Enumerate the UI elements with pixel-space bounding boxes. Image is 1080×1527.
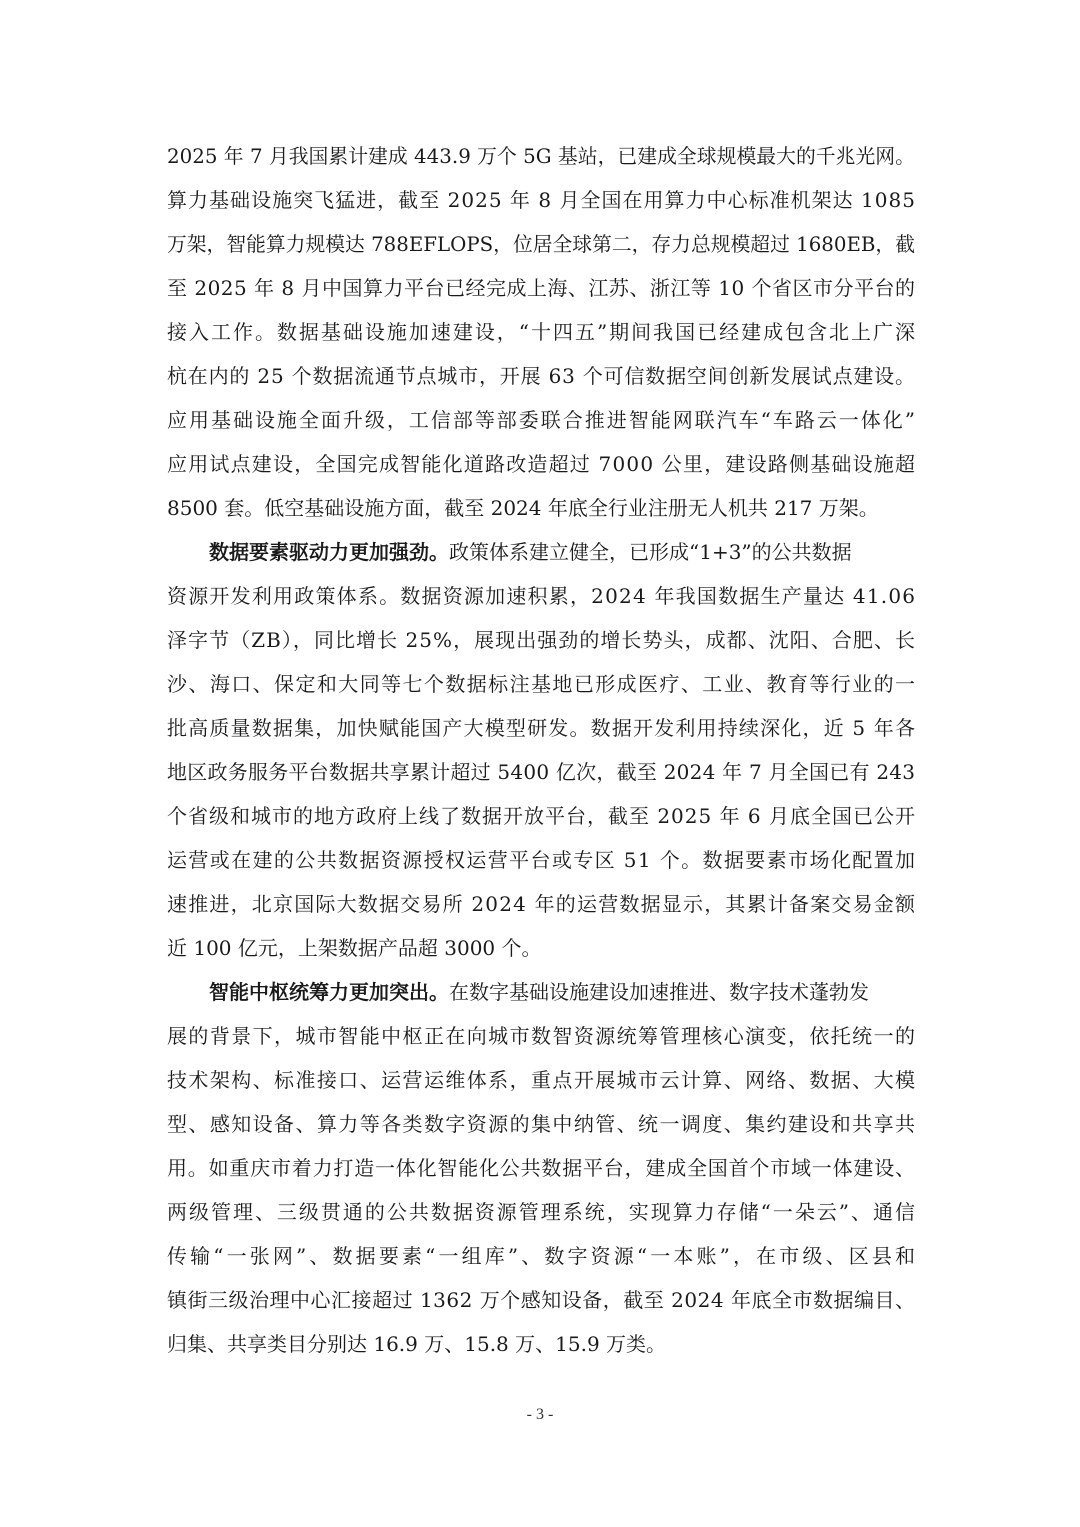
paragraph-heading: 数据要素驱动力更加强劲。 <box>209 540 449 564</box>
text-line: 资源开发利用政策体系。数据资源加速积累，2024 年我国数据生产量达 41.06 <box>167 584 917 608</box>
text-line: 近 100 亿元，上架数据产品超 3000 个。 <box>167 936 542 960</box>
text-line: 批高质量数据集，加快赋能国产大模型研发。数据开发利用持续深化，近 5 年各 <box>167 716 917 740</box>
text-line: 杭在内的 25 个数据流通节点城市，开展 63 个可信数据空间创新发展试点建设。 <box>167 364 916 388</box>
text-line: 镇街三级治理中心汇接超过 1362 万个感知设备，截至 2024 年底全市数据编目、 <box>167 1288 916 1312</box>
page-number: - 3 - <box>526 1406 554 1423</box>
text-line: 技术架构、标准接口、运营运维体系，重点开展城市云计算、网络、数据、大模 <box>167 1068 917 1092</box>
text-line: 个省级和城市的地方政府上线了数据开放平台，截至 2025 年 6 月底全国已公开 <box>167 804 916 828</box>
text-line: 速推进，北京国际大数据交易所 2024 年的运营数据显示，其累计备案交易金额 <box>167 892 917 916</box>
text-line: 2025 年 7 月我国累计建成 443.9 万个 5G 基站，已建成全球规模最大的千兆光网。 <box>167 144 915 168</box>
text-line: 型、感知设备、算力等各类数字资源的集中纳管、统一调度、集约建设和共享共 <box>167 1112 917 1136</box>
paragraph-heading: 智能中枢统筹力更加突出。 <box>209 980 449 1004</box>
text-line: 算力基础设施突飞猛进，截至 2025 年 8 月全国在用算力中心标准机架达 1085 <box>167 188 917 212</box>
paragraph-first-line: 智能中枢统筹力更加突出。 在数字基础设施建设加速推进、数字技术蓬勃发 <box>167 970 915 1014</box>
text-line: 接入工作。数据基础设施加速建设，“十四五”期间我国已经建成包含北上广深 <box>167 320 917 344</box>
text-line: 应用基础设施全面升级，工信部等部委联合推进智能网联汽车“车路云一体化” <box>167 408 917 432</box>
text-line: 应用试点建设，全国完成智能化道路改造超过 7000 公里，建设路侧基础设施超 <box>167 452 917 476</box>
text-line: 展的背景下，城市智能中枢正在向城市数智资源统筹管理核心演变，依托统一的 <box>167 1024 917 1048</box>
text-line: 沙、海口、保定和大同等七个数据标注基地已形成医疗、工业、教育等行业的一 <box>167 672 917 696</box>
text-line: 地区政务服务平台数据共享累计超过 5400 亿次，截至 2024 年 7 月全国已有 243 <box>167 760 916 784</box>
text-line: 用。如重庆市着力打造一体化智能化公共数据平台，建成全国首个市域一体建设、 <box>167 1156 916 1180</box>
text-line: 至 2025 年 8 月中国算力平台已经完成上海、江苏、浙江等 10 个省区市分平台的 <box>167 276 916 300</box>
text-line: 两级管理、三级贯通的公共数据资源管理系统，实现算力存储“一朵云”、通信 <box>167 1200 917 1224</box>
text-line: 8500 套。低空基础设施方面，截至 2024 年底全行业注册无人机共 217 万架。 <box>167 496 879 520</box>
text-line: 泽字节（ZB），同比增长 25%，展现出强劲的增长势头，成都、沈阳、合肥、长 <box>167 628 917 652</box>
text-line: 万架，智能算力规模达 788EFLOPS，位居全球第二，存力总规模超过 1680EB，截 <box>167 232 915 256</box>
body-text <box>167 134 919 1366</box>
text-line: 归集、共享类目分别达 16.9 万、15.8 万、15.9 万类。 <box>167 1332 667 1356</box>
paragraph-first-line: 数据要素驱动力更加强劲。 政策体系建立健全，已形成“1+3”的公共数据 <box>167 530 915 574</box>
text-line: 运营或在建的公共数据资源授权运营平台或专区 51 个。数据要素市场化配置加 <box>167 848 917 872</box>
text-line: 传输“一张网”、数据要素“一组库”、数字资源“一本账”，在市级、区县和 <box>167 1244 919 1268</box>
